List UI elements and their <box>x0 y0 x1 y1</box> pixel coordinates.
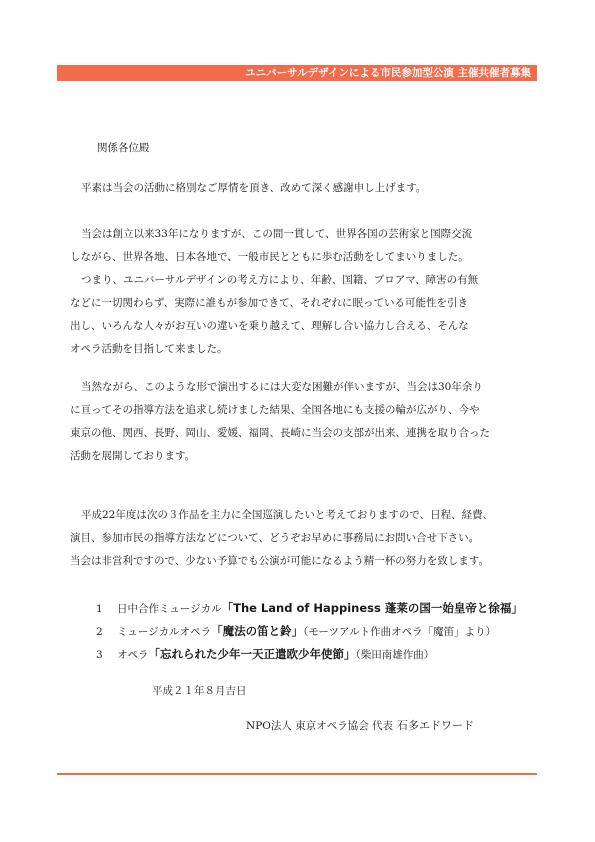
paragraph-tour-plan <box>70 504 540 573</box>
header-title: ユニバーサルデザインによる市民参加型公演 主催共催者募集 <box>245 67 531 79</box>
paragraph-greeting <box>70 177 540 200</box>
header-bar <box>57 65 537 81</box>
work-number: 3 <box>96 649 103 661</box>
works-list-item <box>96 597 523 620</box>
paragraph-line: 活動を展開しております。 <box>70 450 196 462</box>
paragraph-line: 出し、いろんな人々がお互いの違いを乗り越えて、理解し合い協力し合える、そんな <box>70 320 469 332</box>
paragraph-line: つまり、ユニバーサルデザインの考え方により、年齢、国籍、プロアマ、障害の有無 <box>81 274 479 286</box>
paragraph-line: などに一切関わらず、実際に誰もが参加できて、それぞれに眠っている可能性を引き <box>70 297 468 309</box>
work-number: 1 <box>96 603 103 615</box>
paragraph-line: 演目、参加市民の指導方法などについて、どうぞお早めに事務局にお問い合せ下さい。 <box>70 532 480 544</box>
paragraph-method <box>70 376 540 468</box>
representative-name: 石多エドワード <box>397 719 475 732</box>
paragraph-line: オペラ活動を目指して来ました。 <box>70 343 228 355</box>
works-list <box>96 597 523 666</box>
paragraph-line: 当会は非営利ですので、少ない予算でも公演が可能になるよう精一杯の努力を致します。 <box>70 555 489 567</box>
works-list-item <box>96 643 523 666</box>
paragraph-line: 平素は当会の活動に格別なご厚情を頂き、改めて深く感謝申し上げます。 <box>81 182 427 194</box>
work-genre: 日中合作ミュージカル <box>117 603 222 615</box>
work-title: 「The Land of Happiness 蓬莱の国一始皇帝と徐福」 <box>221 601 523 615</box>
salutation: 関係各位殿 <box>97 142 150 154</box>
signature <box>246 719 474 733</box>
paragraph-line: 平成22年度は次の３作品を主力に全国巡演したいと考えておりますので、日程、経費、 <box>81 509 494 521</box>
work-note: （柴田南雄作曲） <box>355 649 435 661</box>
paragraph-line: 東京の他、関西、長野、岡山、愛媛、福岡、長崎に当会の支部が出来、連携を取り合った <box>70 427 490 439</box>
paragraph-line: に亘ってその指導方法を追求し続けました結果、全国各地にも支援の輪が広がり、今や <box>70 404 480 416</box>
paragraph-line: しながら、世界各地、日本各地で、一般市民とともに歩む活動をしてまいりました。 <box>70 251 469 263</box>
work-title: 「魔法の笛と鈴」 <box>211 624 304 638</box>
letter-date: 平成２１年８月吉日 <box>152 685 247 697</box>
work-title: 「忘れられた少年一天正遣欧少年使節」 <box>148 647 356 661</box>
work-number: 2 <box>96 626 103 638</box>
work-genre: ミュージカルオペラ <box>117 626 212 638</box>
work-genre: オペラ <box>117 649 149 661</box>
organization-name: NPO法人 東京オペラ協会 代表 <box>246 720 394 732</box>
works-list-item <box>96 620 523 643</box>
work-note: （モーツアルト作曲オペラ「魔笛」より） <box>303 626 497 638</box>
footer-rule <box>57 773 537 775</box>
paragraph-line: 当然ながら、このような形で演出するには大変な困難が伴いますが、当会は30年余り <box>81 381 483 393</box>
paragraph-line: 当会は創立以来33年になりますが、この間一貫して、世界各国の芸術家と国際交流 <box>81 228 473 240</box>
paragraph-history <box>70 223 540 361</box>
